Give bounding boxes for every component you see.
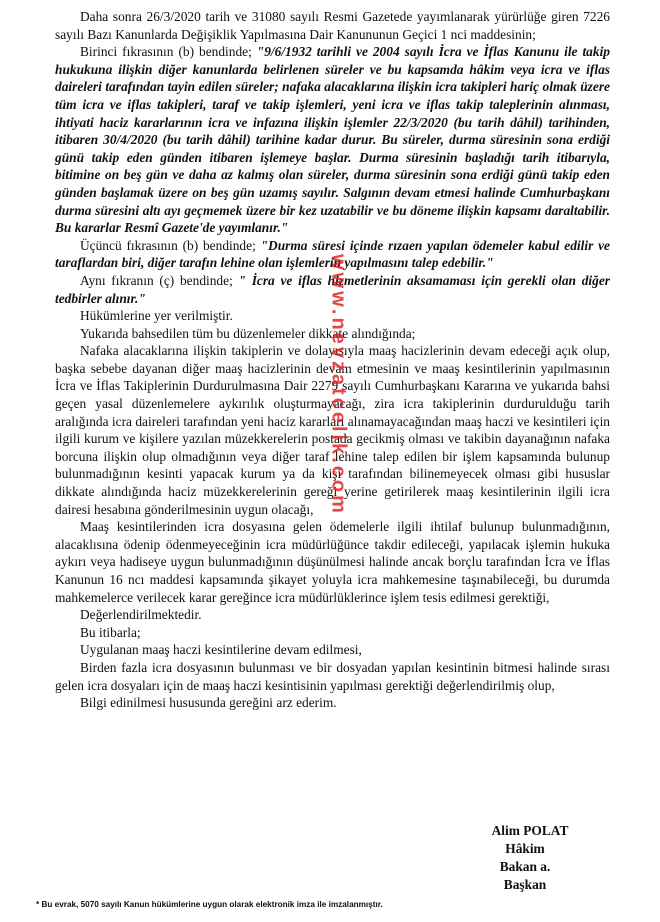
clause-quote: " İcra ve iflas hizmetlerinin aksamaması için gerekli olan diğer tedbirler alınır." bbox=[55, 272, 610, 306]
paragraph-multiple-files: Birden fazla icra dosyasının bulunması ve bir dosyadan yapılan kesintinin bitmesi halinde sırası gelen icra dosyaları için de maaş haczi kesintisinin yapılması gerektiği değerlendirilmiş olup, bbox=[55, 659, 610, 693]
signer-position: Başkan bbox=[503, 877, 547, 892]
footnote: * Bu evrak, 5070 sayılı Kanun hükümlerine uygun olarak elektronik imza ile imzalanmıştır. bbox=[36, 900, 383, 909]
paragraph-closing: Bilgi edinilmesi hususunda gereğini arz ederim. bbox=[80, 695, 337, 711]
signer-on-behalf: Bakan a. bbox=[499, 859, 551, 874]
document-body bbox=[55, 8, 610, 712]
paragraph-intro: Daha sonra 26/3/2020 tarih ve 31080 sayılı Resmi Gazetede yayımlanarak yürürlüğe giren 7226 sayılı Bazı Kanunlarda Değişiklik Yapılmasına Dair Kanununun Geçici 1 nci maddesinin; bbox=[55, 9, 610, 42]
clause-intro: Birinci fıkrasının (b) bendinde; bbox=[80, 44, 257, 60]
signature-block bbox=[440, 822, 610, 894]
paragraph-alimony: Nafaka alacaklarına ilişkin takiplerin ve dolayısıyla maaş hacizlerinin devam edeceği açık olup, başka sebebe dayanan diğer maaş hacizlerinin devam etmesinin ve maaş kesintilerinin yapılmasının İcra ve İflas Takiplerinin Durdurulmasına Dair 2279 sayılı Cumhurbaşkanı Kararına ve yukarıda bahsi geçen yasal düzenlemelere aykırılık oluşturmayacağı, zira icra takiplerinin durdurulduğu tarih aralığında icra daireleri tarafından yeni haciz kararları alınamayacağından maaş haczi ve kesintileri için ilgili kurum ve kişilere yazılan müzekkerelerin postada gecikmiş olması ve takibin dayanağının nafaka borcuna ilişkin olup olmadığının veya diğer taraf lehine talep edilen bir işlem kapsamında bulunup bulunmadığının kesinti yapacak kurum ya da kişi tarafından bilinemeyecek olması gibi hususlar dikkate alındığında haciz müzekkerelerinin gereği yerine getirilerek maaş kesintilerinin ilgili icra dairesi hesabına gönderilmesinin uygun olacağı, bbox=[55, 343, 610, 517]
signer-name: Alim POLAT bbox=[491, 823, 569, 838]
paragraph-same-clause bbox=[55, 272, 610, 307]
paragraph-salary-deductions: Maaş kesintilerinden icra dosyasına gelen ödemelerle ilgili ihtilaf bulunup bulunmadığının, alacaklısına ödenip ödenmeyeceğinin icra müdürlüğünce takdir edileceği, yapılacak işlemin hukuka aykırı veya hadiseye uygun bulunmadığının düşünülmesi halinde ancak borçlu tarafından İcra ve İflas Kanunun 16 ncı maddesi kapsamında şikayet yoluyla icra mahkemesine taşınabileceği, bu durumda mahkemelerce verilecek karar gereğince icra müdürlüklerince işlem tesis edilmesi gerektiği, bbox=[55, 519, 610, 605]
clause-intro: Aynı fıkranın (ç) bendinde; bbox=[80, 272, 239, 288]
paragraph-evaluated: Değerlendirilmektedir. bbox=[80, 607, 202, 623]
clause-quote: "9/6/1932 tarihli ve 2004 sayılı İcra ve İflas Kanunu ile takip hukukuna ilişkin diğer kanunlarda belirlenen süreler ve bu kapsamda hâkim veya icra ve iflas daireleri tarafından tayin edilen süreler; nafaka alacaklarına ilişkin icra takipleri hariç olmak üzere tüm icra ve iflas takipleri, taraf ve takip işlemleri, yeni icra ve iflas takip taleplerinin alınması, ihtiyati haciz kararlarının icra ve infazına ilişkin işlemler 22/3/2020 (bu tarih dâhil) tarihinden, itibaren 30/4/2020 (bu tarih dâhil) tarihine kadar durur. Bu süreler, durma süresinin sona erdiği günü takip eden günden itibaren işlemeye başlar. Durma süresinin başladığı tarih itibarıyla, bitimine on beş gün ve daha az kalmış olan süreler, durma süresinin sona erdiği günü takip eden günden başlamak üzere on beş gün uzamış sayılır. Salgının devam etmesi halinde Cumhurbaşkanı durma süresini altı ayı geçmemek üzere bir kez uzatabilir ve bu döneme ilişkin kapsamı daraltabilir. Bu kararlar Resmî Gazete'de yayımlanır." bbox=[55, 44, 610, 236]
clause-quote: "Durma süresi içinde rızaen yapılan ödemeler kabul edilir ve taraflardan biri, diğer tarafın lehine olan işlemlerin yapılmasını talep edebilir." bbox=[55, 237, 610, 271]
paragraph-first-clause bbox=[55, 43, 610, 237]
paragraph-therefore: Bu itibarla; bbox=[80, 624, 141, 640]
paragraph-third-clause bbox=[55, 237, 610, 272]
signer-title: Hâkim bbox=[505, 841, 545, 856]
clause-intro: Üçüncü fıkrasının (b) bendinde; bbox=[80, 237, 261, 253]
paragraph-provisions: Hükümlerine yer verilmiştir. bbox=[80, 308, 233, 324]
paragraph-continue: Uygulanan maaş haczi kesintilerine devam edilmesi, bbox=[80, 642, 362, 658]
paragraph-considering: Yukarıda bahsedilen tüm bu düzenlemeler dikkate alındığında; bbox=[80, 325, 416, 341]
watermark: www.nevzatcelik.com bbox=[327, 254, 350, 516]
